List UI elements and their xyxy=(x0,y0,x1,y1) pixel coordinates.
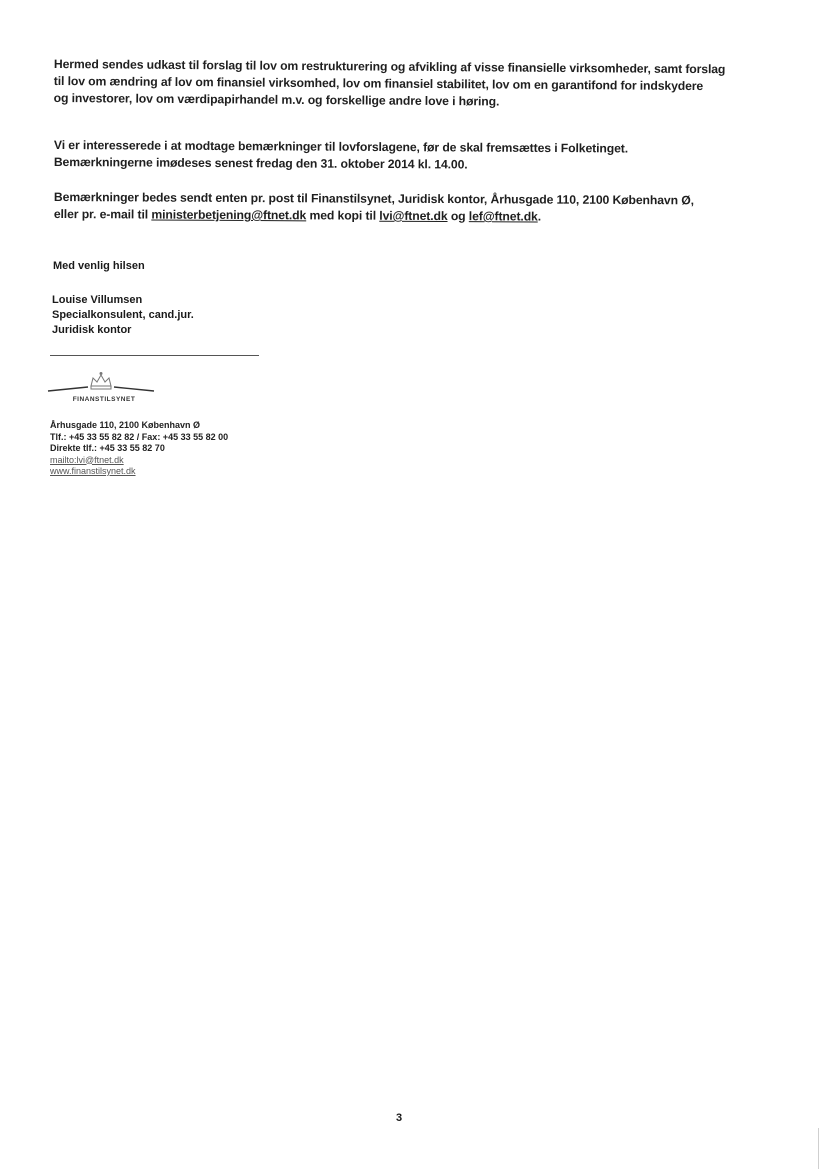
paragraph-line: Bemærkningerne imødeses senest fredag den 31. oktober 2014 kl. 14.00. xyxy=(53,154,468,172)
text-fragment: og xyxy=(447,209,469,224)
paragraph-submission xyxy=(54,189,784,227)
signature-divider xyxy=(50,355,259,356)
paragraph-line: og investorer, lov om værdipapirhandel m.v. og forskellige andre love i høring. xyxy=(53,90,500,109)
contact-block xyxy=(50,420,228,478)
text-fragment: eller pr. e-mail til xyxy=(53,206,152,222)
contact-phone-fax: Tlf.: +45 33 55 82 82 / Fax: +45 33 55 82 00 xyxy=(50,431,229,442)
signature-block xyxy=(52,293,194,338)
paragraph-line: til lov om ændring af lov om finansiel virksomhed, lov om finansiel stabilitet, lov om en garantifond for indskydere xyxy=(53,73,704,94)
greeting: Med venlig hilsen xyxy=(53,260,145,272)
paragraph-line: Bemærkninger bedes sendt enten pr. post til Finanstilsynet, Juridisk kontor, Århusgade 110, 2100 København Ø, xyxy=(53,189,694,208)
paragraph-line: Hermed sendes udkast til forslag til lov om restrukturering og afvikling af visse finansielle virksomheder, samt forslag xyxy=(53,56,726,77)
contact-website-link[interactable]: www.finanstilsynet.dk xyxy=(50,466,136,476)
paragraph-hearing-intro xyxy=(54,56,784,113)
contact-address: Århusgade 110, 2100 København Ø xyxy=(50,420,201,430)
scan-edge xyxy=(818,1128,819,1169)
paragraph-deadline xyxy=(54,137,784,175)
signer-title: Specialkonsulent, cand.jur. xyxy=(52,309,194,321)
signer-name: Louise Villumsen xyxy=(52,294,143,306)
email-link-ministerbetjening[interactable]: ministerbetjening@ftnet.dk xyxy=(151,207,307,223)
crown-icon xyxy=(46,370,156,396)
email-link-lef[interactable]: lef@ftnet.dk xyxy=(468,209,538,224)
email-link-lvi[interactable]: lvi@ftnet.dk xyxy=(379,208,448,224)
paragraph-line: Vi er interesserede i at modtage bemærkninger til lovforslagene, før de skal fremsættes i Folketinget. xyxy=(53,137,629,156)
page-number: 3 xyxy=(395,1112,403,1124)
finanstilsynet-logo xyxy=(46,370,156,410)
logo-wordmark: FINANSTILSYNET xyxy=(72,396,136,403)
text-fragment: med kopi til xyxy=(306,208,380,223)
text-fragment: . xyxy=(537,209,542,224)
signer-department: Juridisk kontor xyxy=(52,324,132,336)
contact-direct-phone: Direkte tlf.: +45 33 55 82 70 xyxy=(50,443,165,453)
contact-mailto-link[interactable]: mailto:lvi@ftnet.dk xyxy=(50,454,124,465)
